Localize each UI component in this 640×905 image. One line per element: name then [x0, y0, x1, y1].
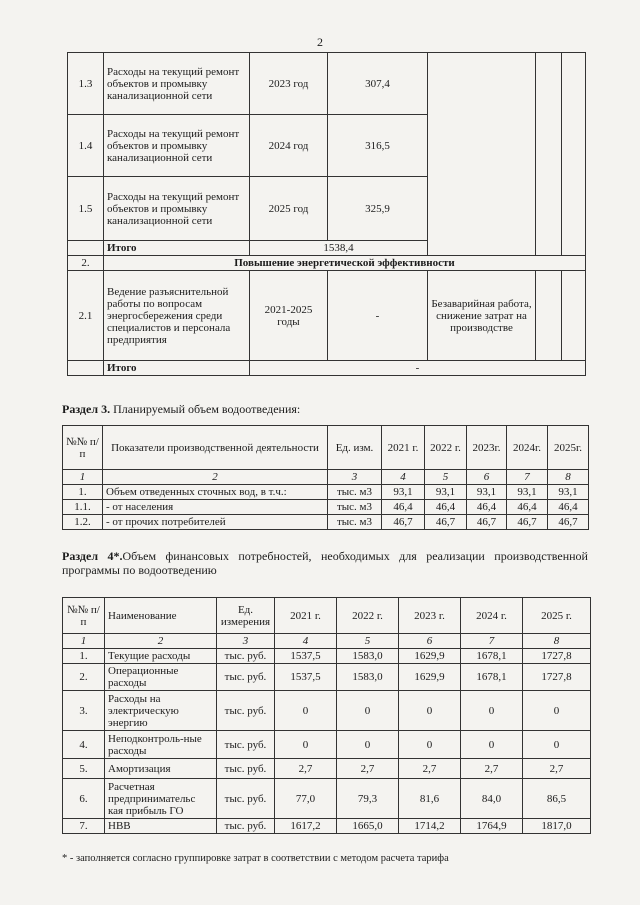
- cell: 46,4: [507, 500, 548, 515]
- row-name: Расходы на текущий ремонт объектов и промывку канализационной сети: [104, 115, 250, 177]
- cell: 79,3: [337, 779, 399, 819]
- col-header: 2024г.: [507, 426, 548, 470]
- cell: 46,7: [507, 515, 548, 530]
- cell: 0: [275, 731, 337, 759]
- row-effect: Безаварийная работа, снижение затрат на производстве: [428, 271, 536, 361]
- table-row: [63, 485, 589, 500]
- cell: 1.2.: [63, 515, 103, 530]
- cell: 2.: [63, 664, 105, 691]
- row-name: Расходы на текущий ремонт объектов и промывку канализационной сети: [104, 177, 250, 241]
- cell: тыс. руб.: [217, 649, 275, 664]
- index-cell: 1: [63, 470, 103, 485]
- col-header: 2022 г.: [337, 598, 399, 634]
- index-cell: 6: [467, 470, 507, 485]
- index-cell: 2: [103, 470, 328, 485]
- cell: тыс. м3: [328, 500, 382, 515]
- cell: 0: [337, 731, 399, 759]
- col-header: 2023г.: [467, 426, 507, 470]
- table-row: [63, 664, 591, 691]
- cell: 93,1: [467, 485, 507, 500]
- cell: 0: [461, 731, 523, 759]
- row-num: 1.5: [68, 177, 104, 241]
- cell: 1764,9: [461, 819, 523, 834]
- cell: Операционные расходы: [105, 664, 217, 691]
- total-value: -: [250, 361, 586, 376]
- col-header: 2021 г.: [275, 598, 337, 634]
- cell: 2,7: [275, 759, 337, 779]
- cell: 0: [399, 691, 461, 731]
- cell: 46,4: [382, 500, 425, 515]
- cell: 46,4: [425, 500, 467, 515]
- cell: НВВ: [105, 819, 217, 834]
- measures-table: [67, 52, 586, 376]
- section4-title: Раздел 4*.Объем финансовых потребностей, необходимых для реализации производственной программы по водоотведению: [62, 549, 588, 577]
- effect-cell-empty: [428, 53, 536, 256]
- cell: Неподконтроль-ные расходы: [105, 731, 217, 759]
- col-header: Показатели производственной деятельности: [103, 426, 328, 470]
- header-row: [63, 426, 589, 470]
- cell: 1.: [63, 485, 103, 500]
- table-row: [68, 53, 586, 115]
- col-header: 2024 г.: [461, 598, 523, 634]
- cell: 1583,0: [337, 664, 399, 691]
- col-header: Наименование: [105, 598, 217, 634]
- cell: 77,0: [275, 779, 337, 819]
- cell: 1537,5: [275, 664, 337, 691]
- table-row: [63, 731, 591, 759]
- section-row: [68, 256, 586, 271]
- cell: 5.: [63, 759, 105, 779]
- total-value: 1538,4: [250, 241, 428, 256]
- index-cell: 3: [217, 634, 275, 649]
- cell: 46,7: [382, 515, 425, 530]
- cell: 6.: [63, 779, 105, 819]
- index-cell: 5: [425, 470, 467, 485]
- index-cell: 4: [275, 634, 337, 649]
- index-cell: 4: [382, 470, 425, 485]
- index-cell: 7: [507, 470, 548, 485]
- row-value: 325,9: [328, 177, 428, 241]
- index-cell: 8: [523, 634, 591, 649]
- cell: 46,7: [548, 515, 589, 530]
- cell: 1.: [63, 649, 105, 664]
- total-row: [68, 361, 586, 376]
- cell: 3.: [63, 691, 105, 731]
- cell: 1678,1: [461, 664, 523, 691]
- cell: 1629,9: [399, 664, 461, 691]
- index-cell: 2: [105, 634, 217, 649]
- cell: 1727,8: [523, 664, 591, 691]
- cell: тыс. руб.: [217, 779, 275, 819]
- cell: 0: [337, 691, 399, 731]
- col-header: 2025г.: [548, 426, 589, 470]
- table-row: [63, 819, 591, 834]
- header-row: [63, 598, 591, 634]
- cell: 93,1: [425, 485, 467, 500]
- table-row: [63, 649, 591, 664]
- col-header: №№ п/п: [63, 426, 103, 470]
- cell: 1817,0: [523, 819, 591, 834]
- cell: 1.1.: [63, 500, 103, 515]
- col-header: 2022 г.: [425, 426, 467, 470]
- table-row: [63, 515, 589, 530]
- cell: тыс. м3: [328, 485, 382, 500]
- cell: 46,4: [548, 500, 589, 515]
- row-period: 2021-2025 годы: [250, 271, 328, 361]
- cell: 93,1: [548, 485, 589, 500]
- index-cell: 1: [63, 634, 105, 649]
- row-period: 2023 год: [250, 53, 328, 115]
- cell: Объем отведенных сточных вод, в т.ч.:: [103, 485, 328, 500]
- cell: 0: [399, 731, 461, 759]
- total-label: Итого: [104, 241, 250, 256]
- table-row: [63, 500, 589, 515]
- section3-title: Раздел 3. Планируемый объем водоотведения:: [62, 402, 301, 416]
- cell: тыс. руб.: [217, 819, 275, 834]
- row-period: 2025 год: [250, 177, 328, 241]
- table-row: [63, 691, 591, 731]
- cell: 1583,0: [337, 649, 399, 664]
- wastewater-volume-table: [62, 425, 589, 530]
- cell: Расходы на электрическую энергию: [105, 691, 217, 731]
- cell: 84,0: [461, 779, 523, 819]
- cell: 93,1: [507, 485, 548, 500]
- total-label: Итого: [104, 361, 250, 376]
- cell: 93,1: [382, 485, 425, 500]
- row-value: 316,5: [328, 115, 428, 177]
- cell: 1727,8: [523, 649, 591, 664]
- cell: 46,7: [467, 515, 507, 530]
- col-header: Ед. изм.: [328, 426, 382, 470]
- cell: тыс. м3: [328, 515, 382, 530]
- index-row: [63, 470, 589, 485]
- cell: 0: [523, 691, 591, 731]
- cell: 2,7: [523, 759, 591, 779]
- cell: 1678,1: [461, 649, 523, 664]
- cell: 0: [275, 691, 337, 731]
- col-header: 2025 г.: [523, 598, 591, 634]
- index-cell: 7: [461, 634, 523, 649]
- cell: - от населения: [103, 500, 328, 515]
- cell: 46,4: [467, 500, 507, 515]
- cell: Амортизация: [105, 759, 217, 779]
- cell: 1617,2: [275, 819, 337, 834]
- page-number: 2: [317, 35, 323, 49]
- cell: 4.: [63, 731, 105, 759]
- cell: 1665,0: [337, 819, 399, 834]
- cell: 46,7: [425, 515, 467, 530]
- cell: тыс. руб.: [217, 731, 275, 759]
- col-header: Ед. измерения: [217, 598, 275, 634]
- row-num: 1.3: [68, 53, 104, 115]
- table-row: [63, 759, 591, 779]
- row-period: 2024 год: [250, 115, 328, 177]
- cell: 1629,9: [399, 649, 461, 664]
- row-value: -: [328, 271, 428, 361]
- cell: Текущие расходы: [105, 649, 217, 664]
- cell: - от прочих потребителей: [103, 515, 328, 530]
- cell: 0: [461, 691, 523, 731]
- empty-cell: [562, 53, 586, 256]
- cell: 0: [523, 731, 591, 759]
- row-num: 2.1: [68, 271, 104, 361]
- cell: 2,7: [461, 759, 523, 779]
- cell: 1714,2: [399, 819, 461, 834]
- col-header: №№ п/п: [63, 598, 105, 634]
- row-num: 1.4: [68, 115, 104, 177]
- financial-needs-table: [62, 597, 591, 834]
- table-row: [63, 779, 591, 819]
- cell: 1537,5: [275, 649, 337, 664]
- col-header: 2023 г.: [399, 598, 461, 634]
- row-name: Расходы на текущий ремонт объектов и промывку канализационной сети: [104, 53, 250, 115]
- section-title: Повышение энергетической эффективности: [104, 256, 586, 271]
- cell: тыс. руб.: [217, 664, 275, 691]
- col-header: 2021 г.: [382, 426, 425, 470]
- cell: 7.: [63, 819, 105, 834]
- index-cell: 3: [328, 470, 382, 485]
- row-name: Ведение разъяснительной работы по вопросам энергосбережения среди специалистов и персонала предприятия: [104, 271, 250, 361]
- cell: тыс. руб.: [217, 691, 275, 731]
- cell: тыс. руб.: [217, 759, 275, 779]
- row-value: 307,4: [328, 53, 428, 115]
- index-cell: 5: [337, 634, 399, 649]
- cell: 81,6: [399, 779, 461, 819]
- cell: 2,7: [399, 759, 461, 779]
- section-num: 2.: [68, 256, 104, 271]
- cell: Расчетная предпринимательс кая прибыль ГО: [105, 779, 217, 819]
- footnote: * - заполняется согласно группировке затрат в соответствии с методом расчета тарифа: [62, 853, 449, 864]
- cell: 2,7: [337, 759, 399, 779]
- index-cell: 6: [399, 634, 461, 649]
- index-cell: 8: [548, 470, 589, 485]
- cell: 86,5: [523, 779, 591, 819]
- empty-cell: [536, 53, 562, 256]
- table-row: [68, 271, 586, 361]
- index-row: [63, 634, 591, 649]
